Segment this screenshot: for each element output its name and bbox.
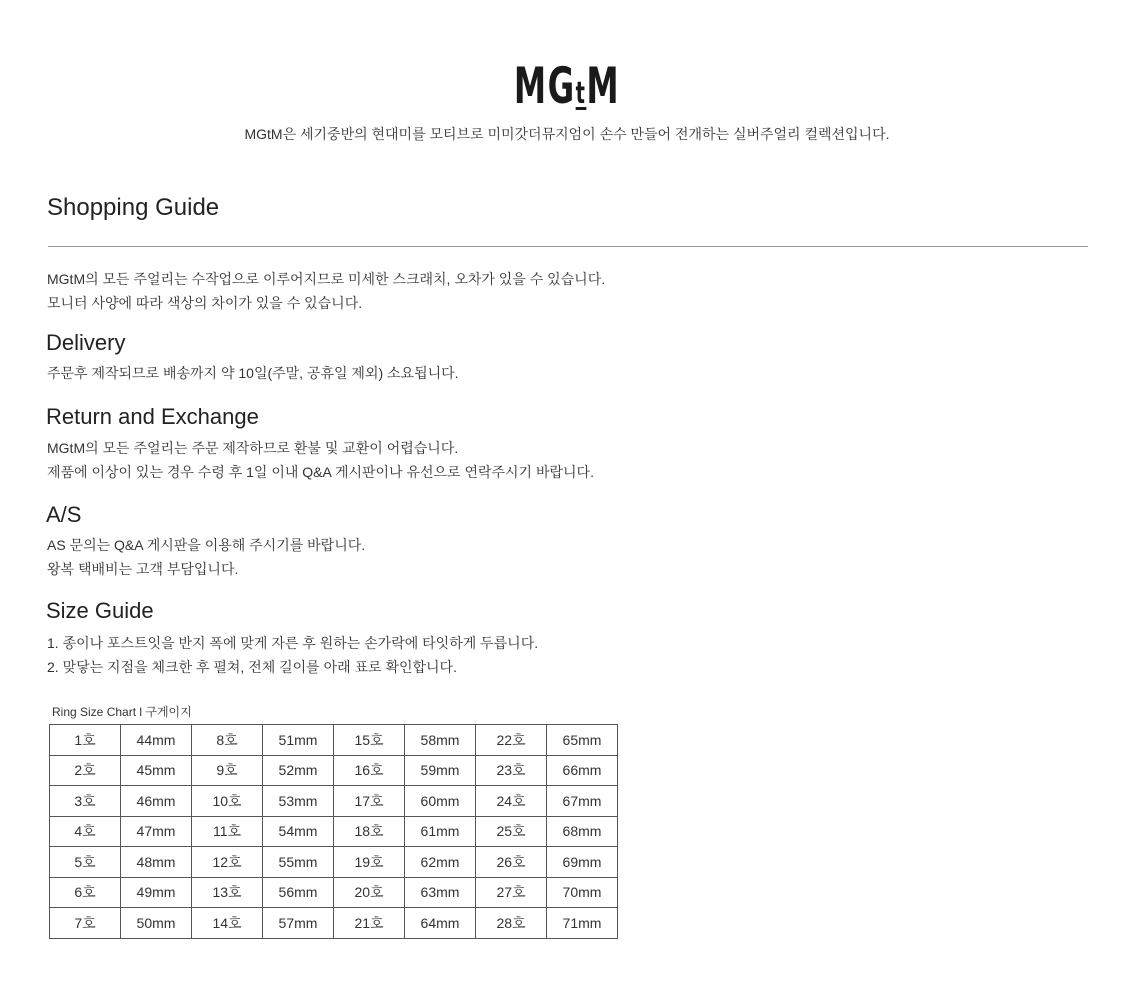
title-divider — [48, 246, 1088, 247]
ring-size-number-cell: 7호 — [50, 908, 121, 939]
ring-size-length-cell: 57mm — [263, 908, 334, 939]
ring-size-number-cell: 22호 — [476, 725, 547, 756]
ring-size-length-cell: 66mm — [547, 755, 618, 786]
table-row — [50, 725, 618, 756]
ring-size-number-cell: 18호 — [334, 816, 405, 847]
ring-size-number-cell: 25호 — [476, 816, 547, 847]
ring-size-number-cell: 12호 — [192, 847, 263, 878]
ring-size-number-cell: 19호 — [334, 847, 405, 878]
ring-size-number-cell: 14호 — [192, 908, 263, 939]
ring-size-length-cell: 48mm — [121, 847, 192, 878]
table-row — [50, 908, 618, 939]
table-row — [50, 847, 618, 878]
ring-size-length-cell: 67mm — [547, 786, 618, 817]
ring-size-number-cell: 3호 — [50, 786, 121, 817]
ring-size-length-cell: 45mm — [121, 755, 192, 786]
return-line-2: 제품에 이상이 있는 경우 수령 후 1일 이내 Q&A 게시판이나 유선으로 연락주시기 바랍니다. — [47, 464, 594, 480]
ring-size-number-cell: 8호 — [192, 725, 263, 756]
as-line-2: 왕복 택배비는 고객 부담입니다. — [47, 561, 239, 577]
as-line-1: AS 문의는 Q&A 게시판을 이용해 주시기를 바랍니다. — [47, 537, 366, 553]
ring-size-length-cell: 50mm — [121, 908, 192, 939]
ring-size-length-cell: 55mm — [263, 847, 334, 878]
ring-size-length-cell: 62mm — [405, 847, 476, 878]
ring-size-number-cell: 6호 — [50, 877, 121, 908]
table-row — [50, 755, 618, 786]
ring-size-length-cell: 63mm — [405, 877, 476, 908]
ring-size-length-cell: 71mm — [547, 908, 618, 939]
ring-size-number-cell: 15호 — [334, 725, 405, 756]
ring-size-number-cell: 1호 — [50, 725, 121, 756]
ring-size-number-cell: 16호 — [334, 755, 405, 786]
brand-tagline: MGtM은 세기중반의 현대미를 모티브로 미미갓더뮤지엄이 손수 만들어 전개하는 실버주얼리 컬렉션입니다. — [244, 126, 890, 142]
intro-line-1: MGtM의 모든 주얼리는 수작업으로 이루어지므로 미세한 스크래치, 오차가 있을 수 있습니다. — [47, 271, 606, 287]
ring-size-length-cell: 58mm — [405, 725, 476, 756]
brand-logo — [159, 58, 975, 122]
ring-size-number-cell: 13호 — [192, 877, 263, 908]
ring-size-length-cell: 64mm — [405, 908, 476, 939]
ring-size-number-cell: 26호 — [476, 847, 547, 878]
logo-end-text: M — [586, 57, 621, 115]
ring-size-length-cell: 53mm — [263, 786, 334, 817]
as-heading: A/S — [46, 502, 82, 527]
ring-size-number-cell: 27호 — [476, 877, 547, 908]
ring-size-length-cell: 56mm — [263, 877, 334, 908]
intro-line-2: 모니터 사양에 따라 색상의 차이가 있을 수 있습니다. — [47, 295, 363, 311]
ring-size-number-cell: 2호 — [50, 755, 121, 786]
logo-main-text: MG — [513, 57, 576, 115]
ring-size-number-cell: 5호 — [50, 847, 121, 878]
ring-size-length-cell: 51mm — [263, 725, 334, 756]
return-heading: Return and Exchange — [46, 404, 259, 429]
ring-size-length-cell: 61mm — [405, 816, 476, 847]
table-row — [50, 786, 618, 817]
ring-size-number-cell: 24호 — [476, 786, 547, 817]
ring-size-number-cell: 21호 — [334, 908, 405, 939]
page-title: Shopping Guide — [47, 194, 220, 221]
ring-size-length-cell: 69mm — [547, 847, 618, 878]
ring-size-length-cell: 47mm — [121, 816, 192, 847]
ring-size-length-cell: 49mm — [121, 877, 192, 908]
ring-size-number-cell: 11호 — [192, 816, 263, 847]
delivery-line-1: 주문후 제작되므로 배송까지 약 10일(주말, 공휴일 제외) 소요됩니다. — [47, 365, 459, 381]
ring-size-length-cell: 68mm — [547, 816, 618, 847]
ring-size-length-cell: 60mm — [405, 786, 476, 817]
ring-size-number-cell: 10호 — [192, 786, 263, 817]
size-line-1: 1. 종이나 포스트잇을 반지 폭에 맞게 자른 후 원하는 손가락에 타잇하게 두릅니다. — [47, 635, 539, 651]
ring-size-number-cell: 20호 — [334, 877, 405, 908]
table-row — [50, 816, 618, 847]
ring-size-table — [49, 724, 618, 939]
ring-size-length-cell: 65mm — [547, 725, 618, 756]
size-line-2: 2. 맞닿는 지점을 체크한 후 펼쳐, 전체 길이를 아래 표로 확인합니다. — [47, 659, 457, 675]
ring-size-number-cell: 28호 — [476, 908, 547, 939]
return-line-1: MGtM의 모든 주얼리는 주문 제작하므로 환불 및 교환이 어렵습니다. — [47, 440, 459, 456]
ring-size-length-cell: 44mm — [121, 725, 192, 756]
table-row — [50, 877, 618, 908]
ring-size-number-cell: 4호 — [50, 816, 121, 847]
delivery-heading: Delivery — [46, 330, 126, 355]
ring-size-number-cell: 17호 — [334, 786, 405, 817]
ring-size-length-cell: 52mm — [263, 755, 334, 786]
size-heading: Size Guide — [46, 598, 154, 623]
ring-size-length-cell: 54mm — [263, 816, 334, 847]
logo-t-text: t — [575, 76, 587, 111]
ring-size-length-cell: 46mm — [121, 786, 192, 817]
ring-chart-caption: Ring Size Chart l 구게이지 — [52, 705, 192, 719]
ring-size-number-cell: 9호 — [192, 755, 263, 786]
ring-size-length-cell: 70mm — [547, 877, 618, 908]
ring-size-length-cell: 59mm — [405, 755, 476, 786]
ring-size-number-cell: 23호 — [476, 755, 547, 786]
